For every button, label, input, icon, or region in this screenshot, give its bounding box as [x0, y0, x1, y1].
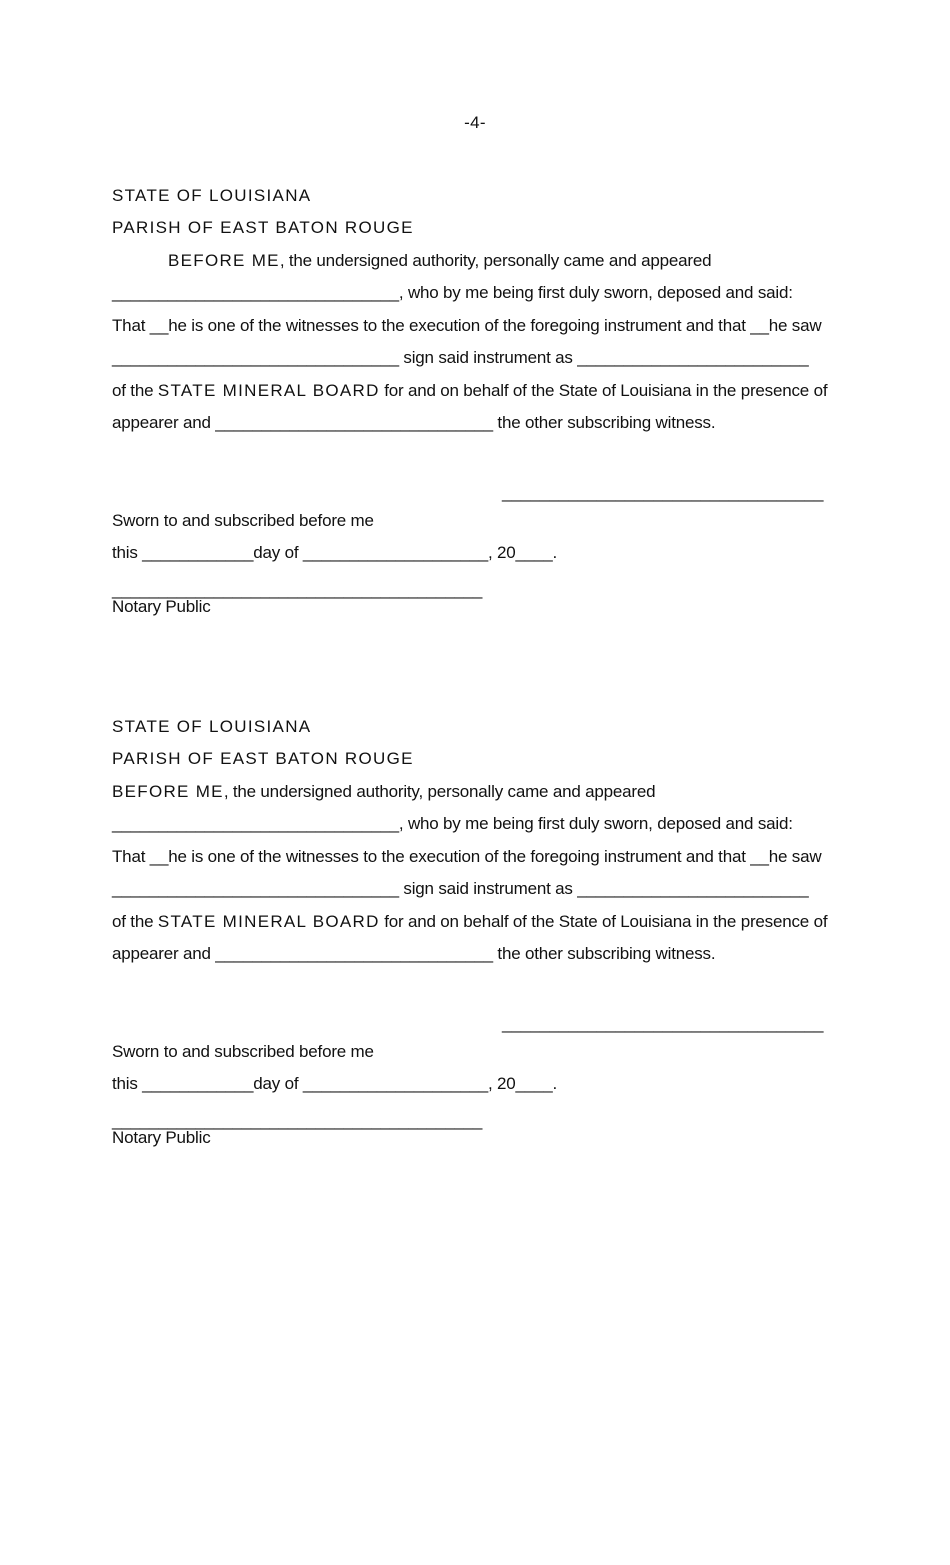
before-me-line: [112, 781, 655, 803]
date-line: this ____________day of ____________________, 20____.: [112, 543, 558, 562]
appearer-line: _______________________________, who by me being first duly sworn, deposed and said:: [112, 283, 793, 302]
parish-heading: PARISH OF EAST BATON ROUGE: [112, 218, 414, 237]
sign-instrument-line: _______________________________ sign said instrument as _________________________: [112, 348, 809, 367]
page-number: -4-: [464, 113, 486, 132]
before-me-rest: , the undersigned authority, personally came and appeared: [223, 782, 656, 801]
notary-signature-line: ________________________________________: [112, 1111, 483, 1130]
sworn-line: Sworn to and subscribed before me: [112, 511, 374, 530]
state-heading: STATE OF LOUISIANA: [112, 717, 312, 736]
notary-label: Notary Public: [112, 597, 211, 616]
witness-statement-line: That __he is one of the witnesses to the execution of the foregoing instrument and that __he saw: [112, 316, 822, 335]
sworn-line: Sworn to and subscribed before me: [112, 1042, 374, 1061]
before-me-rest: , the undersigned authority, personally came and appeared: [279, 251, 712, 270]
before-me-text: BEFORE ME: [112, 782, 224, 801]
subscribing-witness-line: appearer and ______________________________ the other subscribing witness.: [112, 944, 716, 963]
mineral-board-name: STATE MINERAL BOARD: [157, 912, 380, 931]
mineral-board-line: [112, 911, 827, 933]
mineral-board-line: [112, 380, 827, 402]
witness-signature-line: __________________________________: [502, 483, 824, 502]
mineral-board-prefix: of the: [112, 381, 158, 400]
mineral-board-prefix: of the: [112, 912, 158, 931]
state-heading: STATE OF LOUISIANA: [112, 186, 312, 205]
parish-heading: PARISH OF EAST BATON ROUGE: [112, 749, 414, 768]
mineral-board-rest: for and on behalf of the State of Louisiana in the presence of: [379, 381, 828, 400]
witness-signature-line: __________________________________: [502, 1014, 824, 1033]
notary-signature-line: ________________________________________: [112, 580, 483, 599]
before-me-text: BEFORE ME: [168, 251, 280, 270]
appearer-line: _______________________________, who by me being first duly sworn, deposed and said:: [112, 814, 793, 833]
witness-statement-line: That __he is one of the witnesses to the execution of the foregoing instrument and that __he saw: [112, 847, 822, 866]
sign-instrument-line: _______________________________ sign said instrument as _________________________: [112, 879, 809, 898]
mineral-board-name: STATE MINERAL BOARD: [157, 381, 380, 400]
subscribing-witness-line: appearer and ______________________________ the other subscribing witness.: [112, 413, 716, 432]
notary-label: Notary Public: [112, 1128, 211, 1147]
date-line: this ____________day of ____________________, 20____.: [112, 1074, 558, 1093]
mineral-board-rest: for and on behalf of the State of Louisiana in the presence of: [379, 912, 828, 931]
before-me-line: [168, 250, 711, 272]
